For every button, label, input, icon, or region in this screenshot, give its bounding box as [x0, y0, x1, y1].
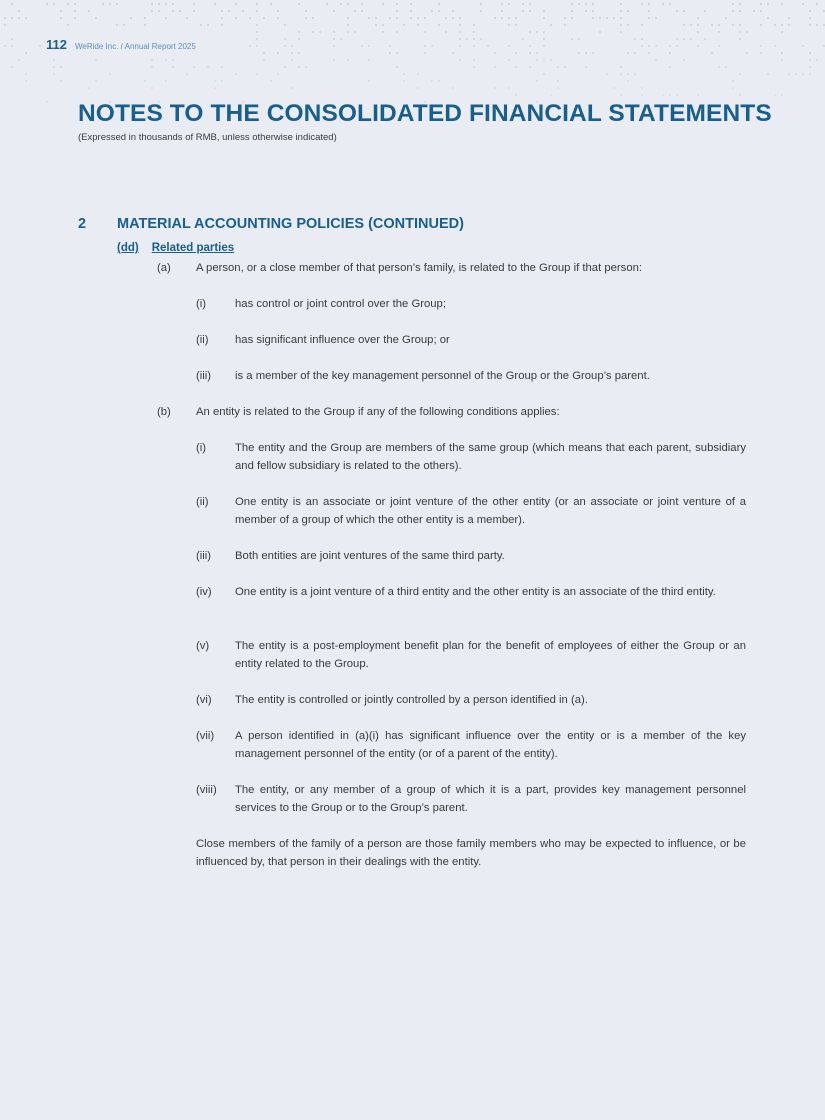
list-text: A person identified in (a)(i) has significant influence over the entity or is a member of the key management personnel of the entity (or of a parent of the entity). [235, 730, 746, 760]
list-text: The entity is controlled or jointly controlled by a person identified in (a). [235, 694, 588, 706]
list-text: has control or joint control over the Group; [235, 298, 446, 310]
list-text: The entity, or any member of a group of which it is a part, provides key management personnel services to the Group or to the Group’s parent. [235, 784, 746, 814]
list-marker: (i) [196, 442, 207, 454]
list-marker: (vii) [196, 730, 215, 742]
page-subtitle: (Expressed in thousands of RMB, unless otherwise indicated) [78, 132, 337, 143]
list-text: The entity and the Group are members of the same group (which means that each parent, subsidiary and fellow subsidiary is related to the others). [235, 442, 746, 472]
list-text: One entity is a joint venture of a third entity and the other entity is an associate of the third entity. [235, 586, 716, 598]
running-header [46, 37, 196, 52]
section-number: 2 [78, 216, 87, 232]
list-marker: (vi) [196, 694, 212, 706]
list-marker: (a) [157, 262, 171, 274]
list-marker: (ii) [196, 334, 209, 346]
section-heading [78, 216, 464, 232]
page-title: NOTES TO THE CONSOLIDATED FINANCIAL STATEMENTS [78, 100, 772, 127]
list-marker: (iv) [196, 586, 212, 598]
list-marker: (b) [157, 406, 171, 418]
list-text: is a member of the key management personnel of the Group or the Group’s parent. [235, 370, 650, 382]
list-marker: (ii) [196, 496, 209, 508]
list-marker: (v) [196, 640, 210, 652]
list-marker: (iii) [196, 370, 212, 382]
list-marker: (iii) [196, 550, 212, 562]
header-dot-pattern [0, 0, 825, 110]
list-text: A person, or a close member of that person’s family, is related to the Group if that person: [196, 262, 643, 274]
page-number: 112 [46, 37, 67, 52]
list-text: An entity is related to the Group if any of the following conditions applies: [196, 406, 560, 418]
list-marker: (viii) [196, 784, 217, 796]
list-text: has significant influence over the Group; or [235, 334, 450, 346]
subsection-heading [117, 242, 234, 254]
closing-paragraph: Close members of the family of a person are those family members who may be expected to influence, or be influenced by, that person in their dealings with the entity. [196, 838, 746, 868]
section-title: MATERIAL ACCOUNTING POLICIES (CONTINUED) [117, 216, 464, 232]
subsection-letter: (dd) [117, 242, 139, 254]
list-text: One entity is an associate or joint venture of the other entity (or an associate or joint venture of a member of a group of which the other entity is a member). [235, 496, 746, 526]
list-marker: (i) [196, 298, 207, 310]
list-text: The entity is a post-employment benefit plan for the benefit of employees of either the Group or an entity related to the Group. [235, 640, 746, 670]
report-label: WeRide Inc. / Annual Report 2025 [74, 42, 196, 51]
list-text: Both entities are joint ventures of the same third party. [235, 550, 505, 562]
subsection-title: Related parties [151, 242, 235, 254]
